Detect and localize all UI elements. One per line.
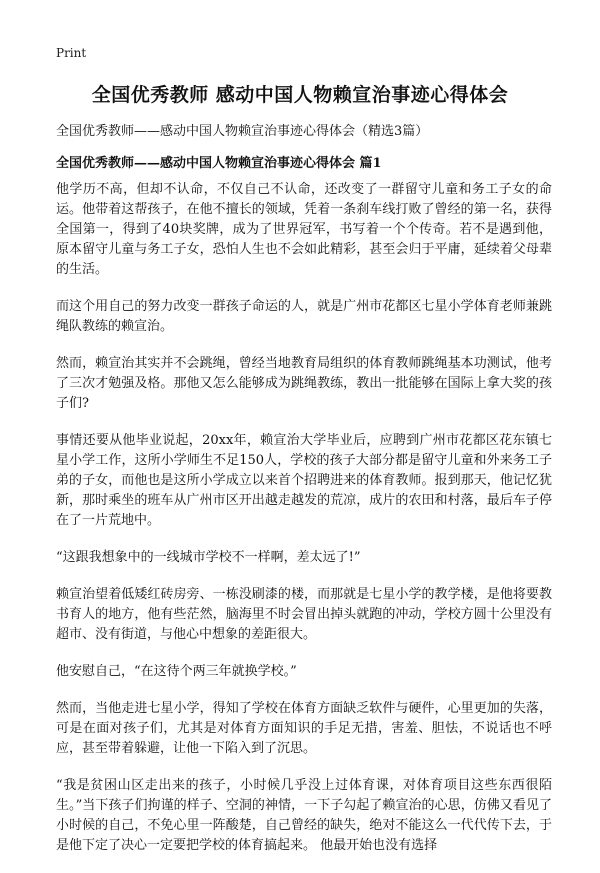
print-link[interactable]: Print — [56, 46, 87, 60]
paragraph: 赖宣治望着低矮红砖房旁、一栋没刷漆的楼，而那就是七星小学的教学楼，是他将要教书育人的地方，他有些茫然，脑海里不时会冒出掉头就跑的冲动，学校方圆十公里没有超市、没有街道，与他心中想象的差距很大。 — [56, 587, 552, 642]
section-heading: 全国优秀教师——感动中国人物赖宣治事迹心得体会 篇1 — [56, 156, 382, 171]
article-body — [56, 180, 552, 873]
paragraph: 然而，赖宣治其实并不会跳绳，曾经当地教育局组织的体育教师跳绳基本功测试，他考了三次才勉强及格。那他又怎么能够成为跳绳教练，教出一批能够在国际上拿大奖的孩子们? — [56, 356, 552, 411]
paragraph: 他学历不高，但却不认命，不仅自己不认命，还改变了一群留守儿童和务工子女的命运。他带着这帮孩子，在他不擅长的领域，凭着一条刹车线打败了曾经的第一名，获得全国第一，得到了40块奖牌，成为了世界冠军，书写着一个个传奇。若不是遇到他，原本留守儿童与务工子女，恐怕人生也不会如此精彩，甚至会归于平庸，延续着父母辈的生活。 — [56, 182, 552, 277]
paragraph: 事情还要从他毕业说起，20xx年，赖宣治大学毕业后，应聘到广州市花都区花东镇七星小学工作，这所小学师生不足150人，学校的孩子大部分都是留守儿童和外来务工子弟的子女，而他也是这所小学成立以来首个招聘进来的体育教师。报到那天，他记忆犹新，那时乘坐的班车从广州市区开出越走越发的荒凉，成片的农田和村落，最后车子停在了一片荒地中。 — [56, 433, 552, 528]
paragraph: 而这个用自己的努力改变一群孩子命运的人，就是广州市花都区七星小学体育老师兼跳绳队教练的赖宣治。 — [56, 299, 552, 334]
document-subtitle: 全国优秀教师——感动中国人物赖宣治事迹心得体会（精选3篇） — [56, 124, 429, 139]
page-title: 全国优秀教师 感动中国人物赖宣治事迹心得体会 — [91, 84, 509, 106]
paragraph: “这跟我想象中的一线城市学校不一样啊，差太远了!” — [56, 550, 361, 565]
paragraph: “我是贫困山区走出来的孩子，小时候几乎没上过体育课，对体育项目这些东西很陌生。”当下孩子们拘谨的样子、空洞的神情，一下子勾起了赖宣治的心思，仿佛又看见了小时候的自己，不免心里一阵酸楚，自己曾经的缺失，绝对不能这么一代代传下去，于是他下定了决心一定要把学校的体育搞起来。 他最开始也没有选择 — [56, 778, 552, 853]
paragraph: 他安慰自己，“在这待个两三年就换学校。” — [56, 664, 297, 679]
paragraph: 然而，当他走进七星小学，得知了学校在体育方面缺乏软件与硬件，心里更加的失落，可是在面对孩子们，尤其是对体育方面知识的手足无措，害羞、胆怯，不说话也不呼应，甚至带着躲避，让他一下陷入到了沉思。 — [56, 701, 552, 756]
